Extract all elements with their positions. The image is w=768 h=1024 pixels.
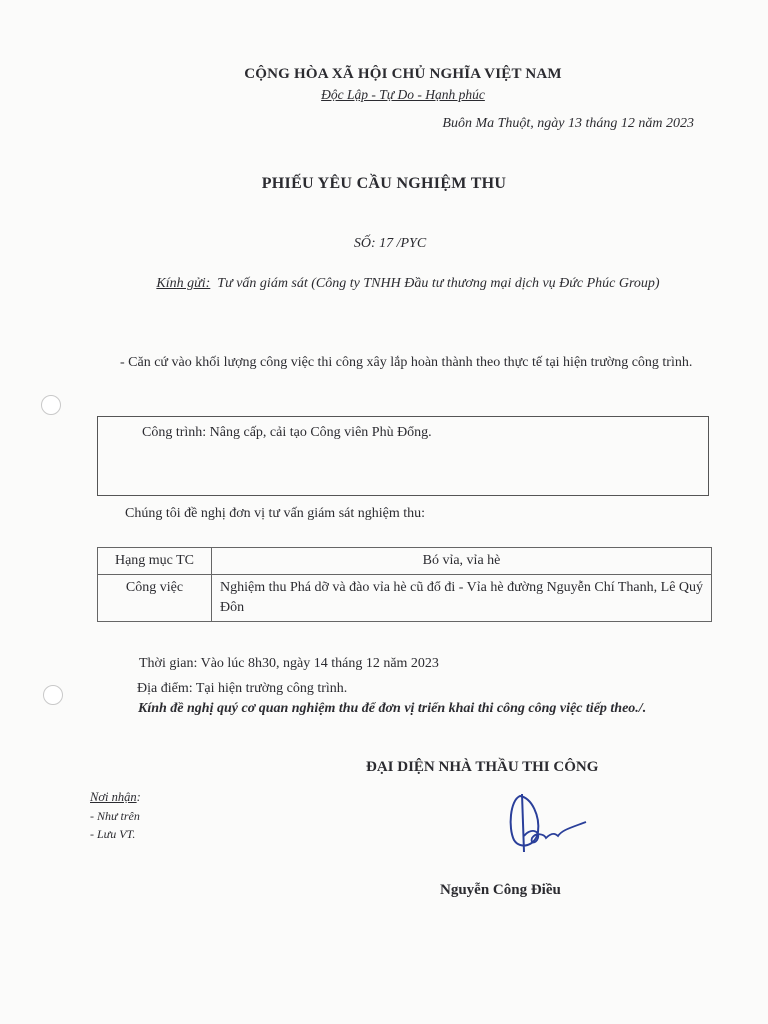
table-cell-value: Bó vỉa, vỉa hè bbox=[212, 548, 712, 575]
national-header: CỘNG HÒA XÃ HỘI CHỦ NGHĨA VIỆT NAM bbox=[244, 66, 562, 82]
punch-hole-icon bbox=[41, 395, 61, 415]
basis-paragraph: - Căn cứ vào khối lượng công việc thi công xây lắp hoàn thành theo thực tế tại hiện trường công trình. bbox=[120, 355, 693, 370]
work-table bbox=[97, 547, 712, 622]
table-row bbox=[98, 548, 712, 575]
table-row bbox=[98, 575, 712, 622]
recipient-text: Tư vấn giám sát (Công ty TNHH Đầu tư thương mại dịch vụ Đức Phúc Group) bbox=[217, 276, 660, 291]
representative-title: ĐẠI DIỆN NHÀ THẦU THI CÔNG bbox=[366, 759, 599, 775]
punch-hole-icon bbox=[43, 685, 63, 705]
recipients-title-suffix: : bbox=[136, 790, 141, 804]
closing-paragraph: Kính đề nghị quý cơ quan nghiệm thu để đơn vị triển khai thi công công việc tiếp theo./. bbox=[138, 701, 647, 716]
table-cell-value: Nghiệm thu Phá dỡ và đào vỉa hè cũ đổ đi - Vỉa hè đường Nguyễn Chí Thanh, Lê Quý Đôn bbox=[212, 575, 712, 622]
recipient-item: - Lưu VT. bbox=[90, 827, 136, 841]
table-cell-label: Hạng mục TC bbox=[98, 548, 212, 575]
project-line: Công trình: Nâng cấp, cải tạo Công viên Phù Đổng. bbox=[142, 425, 432, 440]
recipients-title bbox=[90, 790, 141, 805]
document-title: PHIẾU YÊU CẦU NGHIỆM THU bbox=[261, 175, 507, 192]
national-motto: Độc Lập - Tự Do - Hạnh phúc bbox=[321, 87, 485, 102]
time-line: Thời gian: Vào lúc 8h30, ngày 14 tháng 12 năm 2023 bbox=[139, 656, 439, 671]
signature-image bbox=[500, 788, 610, 858]
recipient-line bbox=[98, 273, 718, 294]
recipient-label: Kính gửi: bbox=[156, 276, 211, 291]
request-line: Chúng tôi đề nghị đơn vị tư vấn giám sát nghiệm thu: bbox=[125, 506, 426, 521]
table-cell-label: Công việc bbox=[98, 575, 212, 622]
signer-name: Nguyễn Công Điều bbox=[440, 882, 561, 898]
place-date: Buôn Ma Thuột, ngày 13 tháng 12 năm 2023 bbox=[442, 116, 694, 131]
recipient-item: - Như trên bbox=[90, 809, 140, 823]
location-line: Địa điểm: Tại hiện trường công trình. bbox=[137, 681, 348, 696]
document-number: SỐ: 17 /PYC bbox=[353, 236, 427, 251]
recipients-title-label: Nơi nhận bbox=[90, 790, 137, 804]
